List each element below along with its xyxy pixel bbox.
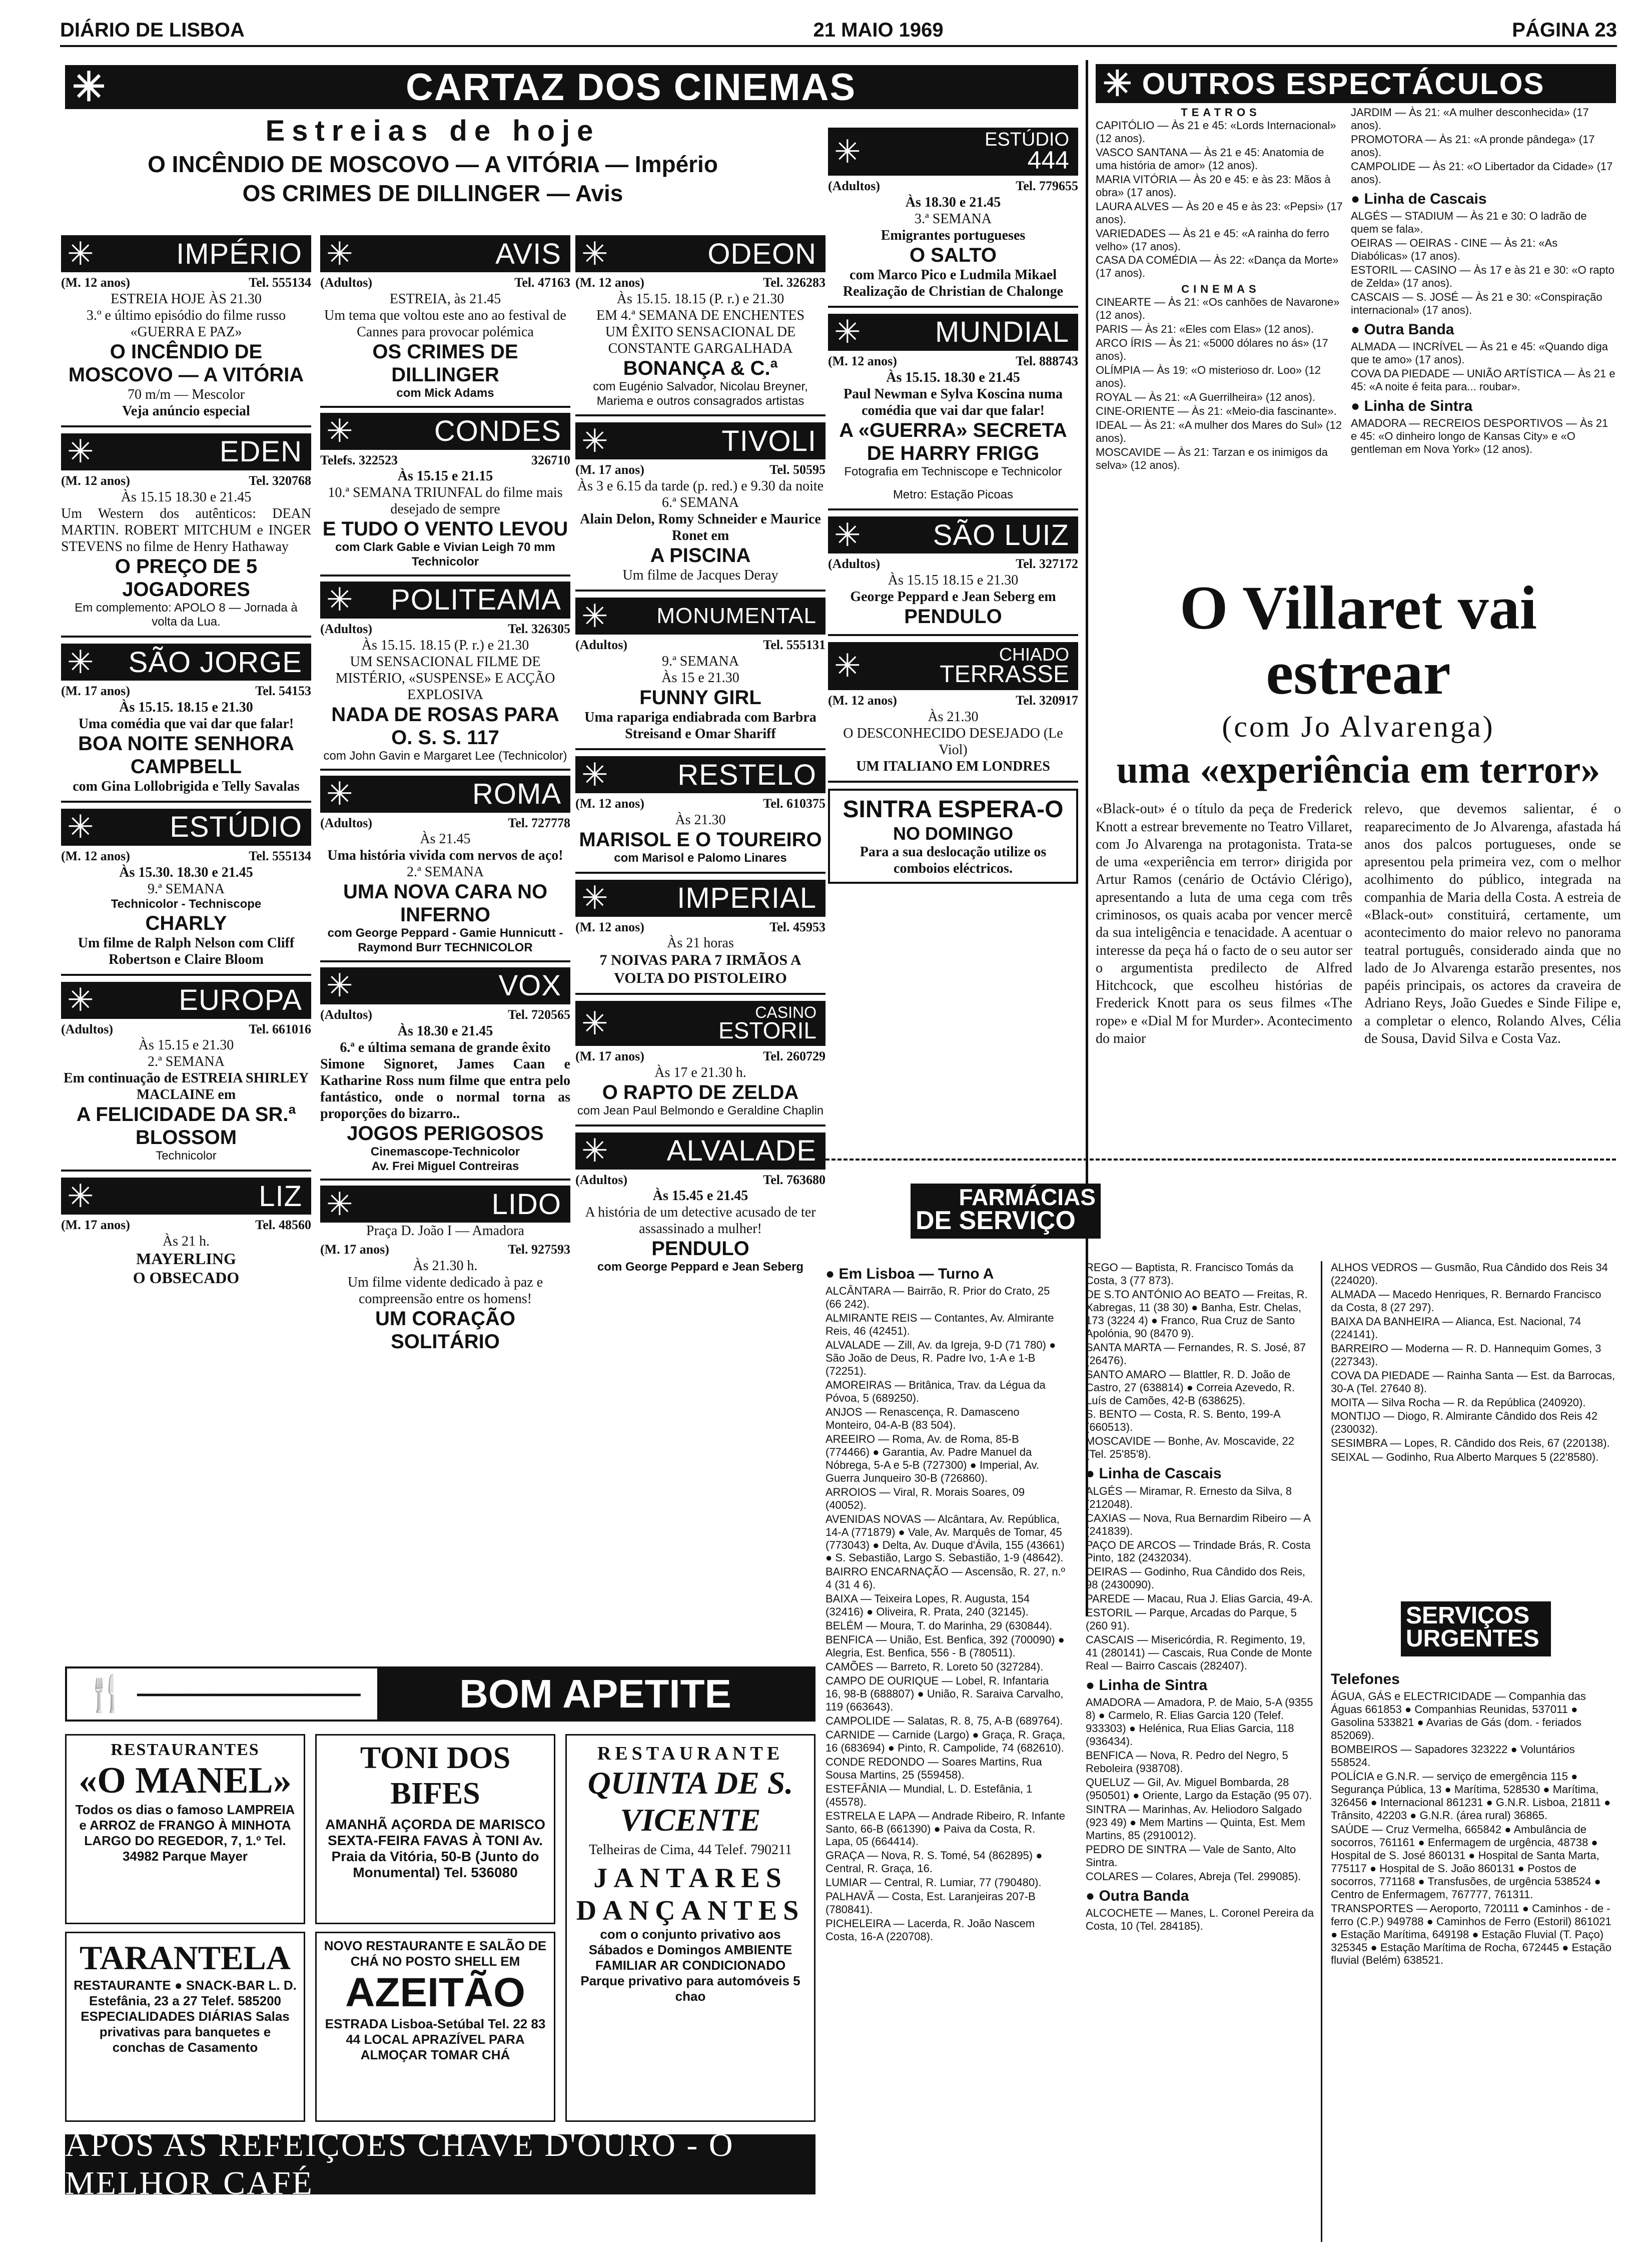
- lido-listing: Praça D. João I — Amadora (M. 17 anos) Tel. 927593 Às 21.30 h. Um filme vidente dedicado à paz e compreensão entre os homens! UM CORAÇÃO SOLITÁRIO: [320, 1223, 570, 1353]
- roma-header: ✳ ROMA: [320, 776, 570, 813]
- star-icon: ✳: [67, 644, 94, 680]
- casino-listing: (M. 17 anos) Tel. 260729 Às 17 e 21.30 h. O RAPTO DE ZELDA com Jean Paul Belmondo e Geraldine Chaplin: [575, 1049, 825, 1117]
- alvalade-listing: (Adultos) Tel. 763680 Às 15.45 e 21.45 A história de um detective acusado de ter assassinado a mulher! PENDULO com George Peppard e Jean Seberg: [575, 1172, 825, 1274]
- bom-apetite-banner: 🍴 ───────── BOM APETITE: [65, 1666, 815, 1722]
- newspaper-name: DIÁRIO DE LISBOA: [60, 19, 245, 41]
- list-item: SINTRA — Marinhas, Av. Heliodoro Salgado (923 49) ● Mem Martins — Quinta, Est. Mem Martins, 85 (2910012).: [1086, 1803, 1305, 1842]
- list-item: SANTA MARTA — Fernandes, R. S. José, 87 (26476).: [1086, 1341, 1306, 1367]
- list-item: OEIRAS — Godinho, Rua Cândido dos Reis, 98 (2430090).: [1086, 1565, 1306, 1591]
- list-item: CASCAIS — S. JOSÉ — Às 21 e 30: «Conspiração internacional» (17 anos).: [1351, 290, 1602, 316]
- saoluiz-header: ✳ SÃO LUIZ: [828, 516, 1078, 553]
- list-item: SESIMBRA — Lopes, R. Cândido dos Reis, 67 (220138).: [1331, 1437, 1610, 1450]
- article-subheadline: uma «experiência em terror»: [1116, 748, 1600, 792]
- star-icon: ✳: [834, 133, 861, 170]
- list-item: AMOREIRAS — Britânica, Trav. da Légua da Póvoa, 5 (689250).: [825, 1379, 1046, 1405]
- list-item: DE S.TO ANTÓNIO AO BEATO — Freitas, R. Xabregas, 11 (38 30) ● Banha, Estr. Chelas, 173 (3224 4) ● Franco, Rua Cruz de Santo Apolónia, 90 (8470 9).: [1086, 1288, 1308, 1340]
- europa-header: ✳ EUROPA: [61, 982, 311, 1019]
- list-item: ANJOS — Renascença, R. Damasceno Monteiro, 04-A-B (83 504).: [825, 1405, 1020, 1431]
- page-header: [60, 15, 1617, 47]
- list-item: CASCAIS — Misericórdia, R. Regimento, 19, 41 (280141) — Cascais, Rua Conde de Monte Real — Bairro Cascais (282407).: [1086, 1633, 1312, 1672]
- alvalade-header: ✳ ALVALADE: [575, 1132, 825, 1170]
- star-icon: ✳: [1103, 64, 1132, 103]
- list-item: ALMIRANTE REIS — Contantes, Av. Almirante Reis, 46 (42451).: [825, 1312, 1054, 1338]
- star-icon: ✳: [326, 582, 353, 618]
- list-item: BAIXA DA BANHEIRA — Alianca, Est. Nacional, 74 (224141).: [1331, 1315, 1581, 1341]
- list-item: TRANSPORTES — Aeroporto, 720111 ● Caminhos - de - ferro (C.P.) 949788 ● Caminhos de Ferro (Estoril) 861021 ● Estação Marítima, 649198 ● Estação Fluvial (T. Paço) 325345 ● Estação Marítima de Rocha, 672445 ● Estação fluvial (Belém) 638521.: [1331, 1902, 1612, 1967]
- cutlery-icon: 🍴 ─────────: [84, 1674, 361, 1713]
- list-item: VASCO SANTANA — Às 21 e 45: Anatomia de uma história de amor» (12 anos).: [1096, 146, 1324, 172]
- servicos-title: SERVIÇOS URGENTES: [1401, 1601, 1551, 1656]
- farmacias-title: FARMÁCIAS DE SERVIÇO: [911, 1184, 1101, 1239]
- star-icon: ✳: [67, 433, 94, 470]
- list-item: COVA DA PIEDADE — UNIÃO ARTÍSTICA — Às 21 e 45: «A noite é feita para... roubar».: [1351, 367, 1615, 393]
- list-item: BOMBEIROS — Sapadores 323222 ● Voluntários 558524.: [1331, 1743, 1575, 1769]
- list-item: MONTIJO — Diogo, R. Almirante Cândido dos Reis 42 (230032).: [1331, 1410, 1598, 1436]
- list-item: BAIXA — Teixeira Lopes, R. Augusta, 154 (32416) ● Oliveira, R. Prata, 240 (32145).: [825, 1592, 1030, 1618]
- list-item: ALMADA — INCRÍVEL — Às 21 e 45: «Quando diga que te amo» (17 anos).: [1351, 340, 1608, 366]
- imperio-header: ✳ IMPÉRIO: [61, 235, 311, 272]
- article-body: «Black-out» é o título da peça de Frederick Knott a estrear brevemente no Teatro Villaret, com Jo Alvarenga na protagonista. Trata-se de uma «experiência em terror» dirigida por Artur Ramos (cenário de Octávio Clérigo), apresentando a luta de uma cega com três criminosos, os quais acaba por vencer mercê da sua inteligência e tenacidade. A acentuar o interesse da peça há o facto de o seu autor ser o argumentista predilecto de Alfred Hitchcock, que escolheu histórias de Frederick Knott para os seus filmes «The rope» e «Dial M for Murder». Acontecimento do maior: [1096, 801, 1352, 1046]
- restaurant-quinta-sao-vicente: RESTAURANTE QUINTA DE S. VICENTE Telheiras de Cima, 44 Telef. 790211 JANTARES DANÇANTES com o conjunto privativo aos Sábados e Domingos AMBIENTE FAMILIAR AR CONDICIONADO Parque privativo para automóveis 5 chao: [565, 1734, 815, 2122]
- list-item: ARCO ÍRIS — Às 21: «5000 dólares no ás» (17 anos).: [1096, 337, 1328, 363]
- farmacias-col-2: REGO — Baptista, R. Francisco Tomás da Costa, 3 (77 873). DE S.TO ANTÓNIO AO BEATO — Freitas, R. Xabregas, 11 (38 30) ● Banha, Estr. Chelas, 173 (3224 4) ● Franco, Rua Cruz de Santo Apolónia, 90 (8470 9). SANTA MARTA — Fernandes, R. S. José, 87 (26476). SANTO AMARO — Blattler, R. D. João de Castro, 27 (638814) ● Correia Azevedo, R. Luís de Camões, 42-B (638625). S. BENTO — Costa, R. S. Bento, 199-A (660513). MOSCAVIDE — Bonhe, Av. Moscavide, 22 (Tel. 25'85'8). ● Linha de Cascais ALGÉS — Miramar, R. Ernesto da Silva, 8 (212048). CAXIAS — Nova, Rua Bernardim Ribeiro — A (241839). PAÇO DE ARCOS — Trindade Brás, R. Costa Pinto, 182 (2432034). OEIRAS — Godinho, Rua Cândido dos Reis, 98 (2430090). PAREDE — Macau, Rua J. Elias Garcia, 49-A. ESTORIL — Parque, Arcadas do Parque, 5 (260 91). CASCAIS — Misericórdia, R. Regimento, 19, 41 (280141) — Cascais, Rua Conde de Monte Real — Bairro Cascais (282407). ● Linha de Sintra AMADORA — Amadora, P. de Maio, 5-A (9355 8) ● Carmelo, R. Elias Garcia 120 (Telef. 933303) ● Helénica, Rua Elias Garcia, 118 (936434). BENFICA — Nova, R. Pedro del Negro, 5 Reboleira (938708). QUELUZ — Gil, Av. Miguel Bombarda, 28 (950501) ● Oriente, Largo da Estação (95 07). SINTRA — Marinhas, Av. Heliodoro Salgado (923 49) ● Mem Martins — Quinta, Est. Mem Martins, 85 (2910012). PEDRO DE SINTRA — Vale de Santo, Alto Sintra. COLARES — Colares, Abreja (Tel. 299085). ● Outra Banda ALCOCHETE — Manes, L. Coronel Pereira da Costa, 10 (Tel. 284185).: [1086, 1261, 1316, 1934]
- list-item: BENFICA — União, Est. Benfica, 392 (700090) ● Alegria, Est. Benfica, 556 - B (780511).: [825, 1633, 1065, 1659]
- star-icon: ✳: [67, 809, 94, 845]
- saoluiz-listing: (Adultos) Tel. 327172 Às 15.15 18.15 e 21.30 George Peppard e Jean Seberg em PENDULO: [828, 556, 1078, 628]
- chave-douro-ad: APÓS AS REFEIÇÕES CHAVE D'OURO - O MELHOR CAFÉ: [65, 2134, 815, 2194]
- list-item: LAURA ALVES — Às 20 e 45 e às 23: «Pepsi» (17 anos).: [1096, 200, 1343, 226]
- estreias-title: Estreias de hoje: [265, 115, 600, 147]
- estreia-line: OS CRIMES DE DILLINGER — Avis: [242, 180, 623, 206]
- cinema-column-1: [61, 235, 311, 1287]
- star-icon: ✳: [326, 235, 353, 272]
- imperial-listing: (M. 12 anos) Tel. 45953 Às 21 horas 7 NOIVAS PARA 7 IRMÃOS A VOLTA DO PISTOLEIRO: [575, 919, 825, 986]
- list-item: SANTO AMARO — Blattler, R. D. João de Castro, 27 (638814) ● Correia Azevedo, R. Luís de Camões, 42-B (638625).: [1086, 1368, 1295, 1407]
- avis-listing: (Adultos) Tel. 47163 ESTREIA, às 21.45 Um tema que voltou este ano ao festival de Cannes para provocar polémica OS CRIMES DE DILLINGER com Mick Adams: [320, 275, 570, 400]
- list-item: BELÉM — Moura, T. do Marinha, 29 (630844).: [825, 1619, 1053, 1632]
- cinema-column-4: [828, 128, 1078, 884]
- star-icon: ✳: [326, 1186, 353, 1222]
- star-icon: ✳: [67, 1178, 94, 1214]
- imperio-listing: (M. 12 anos) Tel. 555134 ESTREIA HOJE ÀS 21.30 3.º e último episódio do filme russo «GUERRA E PAZ» O INCÊNDIO DE MOSCOVO — A VITÓRIA 70 m/m — Mescolor Veja anúncio especial: [61, 275, 311, 419]
- list-item: AMADORA — RECREIOS DESPORTIVOS — Às 21 e 45: «O dinheiro longo de Kansas City» e «O gentleman em Nova York» (12 anos).: [1351, 417, 1608, 456]
- eden-header: ✳ EDEN: [61, 433, 311, 470]
- list-item: MOITA — Silva Rocha — R. da República (240920).: [1331, 1396, 1586, 1409]
- list-item: ALGÉS — STADIUM — Às 21 e 30: O ladrão de quem se fala».: [1351, 210, 1587, 236]
- monumental-header: ✳ MONUMENTAL: [575, 598, 825, 635]
- star-icon: ✳: [581, 1005, 608, 1041]
- star-icon: ✳: [581, 235, 608, 272]
- list-item: JARDIM — Às 21: «A mulher desconhecida» (17 anos).: [1351, 106, 1589, 132]
- list-item: PAREDE — Macau, Rua J. Elias Garcia, 49-A.: [1086, 1592, 1313, 1605]
- list-item: LUMIAR — Central, R. Lumiar, 77 (790480).: [825, 1876, 1042, 1889]
- list-item: ESTRELA E LAPA — Andrade Ribeiro, R. Infante Santo, 66-B (661390) ● Paiva da Costa, R. Lapa, 05 (664414).: [825, 1809, 1065, 1848]
- separator: [825, 1159, 1616, 1161]
- list-item: ESTEFÂNIA — Mundial, L. D. Estefânia, 1 (45578).: [825, 1782, 1033, 1808]
- star-icon: ✳: [72, 65, 106, 109]
- outros-banner: ✳ OUTROS ESPECTÁCULOS: [1096, 64, 1616, 103]
- list-item: GRAÇA — Nova, R. S. Tomé, 54 (862895) ● Central, R. Graça, 16.: [825, 1849, 1043, 1875]
- estudio444-listing: (Adultos) Tel. 779655 Às 18.30 e 21.45 3.ª SEMANA Emigrantes portugueses O SALTO com Marco Pico e Ludmila Mikael Realização de Christian de Chalonge: [828, 179, 1078, 299]
- estreia-line: O INCÊNDIO DE MOSCOVO — A VITÓRIA — Império: [148, 151, 718, 177]
- list-item: SEIXAL — Godinho, Rua Alberto Marques 5 (22'8580).: [1331, 1451, 1599, 1464]
- eden-listing: (M. 12 anos) Tel. 320768 Às 15.15 18.30 e 21.45 Um Western dos autênticos: DEAN MARTIN. ROBERT MITCHUM e INGER STEVENS no filme de Henry Hathaway O PREÇO DE 5 JOGADORES Em complemento: APOLO 8 — Jornada à volta da Lua.: [61, 473, 311, 629]
- chiado-listing: (M. 12 anos) Tel. 320917 Às 21.30 O DESCONHECIDO DESEJADO (Le Viol) UM ITALIANO EM LONDRES: [828, 693, 1078, 774]
- list-item: CINEARTE — Às 21: «Os canhões de Navarone» (12 anos).: [1096, 296, 1340, 322]
- list-item: CAMPOLIDE — Às 21: «O Libertador da Cidade» (17 anos).: [1351, 160, 1613, 186]
- estudio-listing: (M. 12 anos) Tel. 555134 Às 15.30. 18.30 e 21.45 9.ª SEMANA Technicolor - Techniscope CHARLY Um filme de Ralph Nelson com Cliff Robertson e Claire Bloom: [61, 848, 311, 967]
- list-item: MARIA VITÓRIA — Às 20 e 45: e às 23: Mãos à obra» (17 anos).: [1096, 173, 1331, 199]
- politeama-listing: (Adultos) Tel. 326305 Às 15.15. 18.15 (P. r.) e 21.30 UM SENSACIONAL FILME DE MISTÉRIO, «SUSPENSE» E ACÇÃO EXPLOSIVA NADA DE ROSAS PARA O. S. S. 117 com John Gavin e Margaret Lee (Technicolor): [320, 621, 570, 763]
- odeon-listing: (M. 12 anos) Tel. 326283 Às 15.15. 18.15 (P. r.) e 21.30 EM 4.ª SEMANA DE ENCHENTES UM ÊXITO SENSACIONAL DE CONSTANTE GARGALHADA BONANÇA & C.ª com Eugénio Salvador, Nicolau Breyner, Mariema e outros consagrados artistas: [575, 275, 825, 408]
- list-item: CONDE REDONDO — Soares Martins, Rua Sousa Martins, 25 (559458).: [825, 1755, 1042, 1781]
- farmacias-col-1: ● Em Lisboa — Turno A ALCÂNTARA — Bairrão, R. Prior do Crato, 25 (66 242). ALMIRANTE REIS — Contantes, Av. Almirante Reis, 46 (42451). ALVALADE — Zill, Av. da Igreja, 9-D (71 780) ● São João de Deus, R. Padre Ivo, 1-A e 1-B (72251). AMOREIRAS — Britânica, Trav. da Légua da Póvoa, 5 (689250). ANJOS — Renascença, R. Damasceno Monteiro, 04-A-B (83 504). AREEIRO — Roma, Av. de Roma, 85-B (774466) ● Garantia, Av. Padre Manuel da Nóbrega, 5-A e 5-B (727300) ● Imperial, Av. Guerra Junqueiro 30-B (726860). ARROIOS — Viral, R. Morais Soares, 09 (40052). AVENIDAS NOVAS — Alcântara, Av. República, 14-A (771879) ● Vale, Av. Marquês de Tomar, 45 (773043) ● Delta, Av. Duque d'Ávila, 155 (43661) ● S. Sebastião, Largo S. Sebastião, 1-9 (48642). BAIRRO ENCARNAÇÃO — Ascensão, R. 27, n.º 4 (31 4 6). BAIXA — Teixeira Lopes, R. Augusta, 154 (32416) ● Oliveira, R. Prata, 240 (32145). BELÉM — Moura, T. do Marinha, 29 (630844). BENFICA — União, Est. Benfica, 392 (700090) ● Alegria, Est. Benfica, 556 - B (780511). CAMÕES — Barreto, R. Loreto 50 (327284). CAMPO DE OURIQUE — Lobel, R. Infantaria 16, 98-B (688807) ● União, R. Saraiva Carvalho, 119 (663643). CAMPOLIDE — Salatas, R. 8, 75, A-B (689764). CARNIDE — Carnide (Largo) ● Graça, R. Graça, 16 (683694) ● Pinto, R. Campolide, 74 (682610). CONDE REDONDO — Soares Martins, Rua Sousa Martins, 25 (559458). ESTEFÂNIA — Mundial, L. D. Estefânia, 1 (45578). ESTRELA E LAPA — Andrade Ribeiro, R. Infante Santo, 66-B (661390) ● Paiva da Costa, R. Lapa, 05 (664414). GRAÇA — Nova, R. S. Tomé, 54 (862895) ● Central, R. Graça, 16. LUMIAR — Central, R. Lumiar, 77 (790480). PALHAVÃ — Costa, Est. Laranjeiras 207-B (780841). PICHELEIRA — Lacerda, R. João Nascem Costa, 16-A (220708).: [825, 1266, 1066, 1943]
- vox-listing: (Adultos) Tel. 720565 Às 18.30 e 21.45 6.ª e última semana de grande êxito Simone Signoret, James Caan e Katharine Ross num filme que entra pelo fantástico, onde o normal torna as proporções do bizarro.. JOGOS PERIGOSOS Cinemascope-Technicolor Av. Frei Miguel Contreiras: [320, 1007, 570, 1173]
- saojorge-header: ✳ SÃO JORGE: [61, 644, 311, 681]
- casino-header: ✳ CASINO ESTORIL: [575, 1001, 825, 1046]
- chiado-header: ✳ CHIADO TERRASSE: [828, 642, 1078, 690]
- list-item: ALCÂNTARA — Bairrão, R. Prior do Crato, 25 (66 242).: [825, 1285, 1050, 1311]
- cartaz-title: CARTAZ DOS CINEMAS: [406, 66, 857, 109]
- list-item: CINE-ORIENTE — Às 21: «Meio-dia fascinante».: [1096, 404, 1337, 417]
- imperial-header: ✳ IMPERIAL: [575, 880, 825, 917]
- list-item: BARREIRO — Moderna — R. D. Hannequim Gomes, 3 (227343).: [1331, 1342, 1601, 1368]
- star-icon: ✳: [326, 776, 353, 812]
- outros-col-2: JARDIM — Às 21: «A mulher desconhecida» (17 anos). PROMOTORA — Às 21: «A pronde pândega» (17 anos). CAMPOLIDE — Às 21: «O Libertador da Cidade» (17 anos). ● Linha de Cascais ALGÉS — STADIUM — Às 21 e 30: O ladrão de quem se fala». OEIRAS — OEIRAS - CINE — Às 21: «As Diabólicas» (17 anos). ESTORIL — CASINO — Às 17 e às 21 e 30: «O rapto de Zelda» (17 anos). CASCAIS — S. JOSÉ — Às 21 e 30: «Conspiração internacional» (17 anos). ● Outra Banda ALMADA — INCRÍVEL — Às 21 e 45: «Quando diga que te amo» (17 anos). COVA DA PIEDADE — UNIÃO ARTÍSTICA — Às 21 e 45: «A noite é feita para... roubar». ● Linha de Sintra AMADORA — RECREIOS DESPORTIVOS — Às 21 e 45: «O dinheiro longo de Kansas City» e «O gentleman em Nova York» (12 anos).: [1351, 106, 1615, 456]
- estudio-header: ✳ ESTÚDIO: [61, 809, 311, 846]
- list-item: PEDRO DE SINTRA — Vale de Santo, Alto Sintra.: [1086, 1843, 1296, 1869]
- list-item: POLÍCIA e G.N.R. — serviço de emergência 115 ● Segurança Pública, 13 ● Marítima, 528530 ● Marítima, 326456 ● Internacional 861231 ● G.N.R. Lisboa, 21811 ● Trânsito, 42203 ● G.N.R. (área rural) 36865.: [1331, 1770, 1611, 1822]
- star-icon: ✳: [581, 598, 608, 634]
- monumental-listing: (Adultos) Tel. 555131 9.ª SEMANA Às 15 e 21.30 FUNNY GIRL Uma rapariga endiabrada com Barbra Streisand e Omar Shariff: [575, 638, 825, 742]
- list-item: CAMÕES — Barreto, R. Loreto 50 (327284).: [825, 1660, 1044, 1673]
- europa-listing: (Adultos) Tel. 661016 Às 15.15 e 21.30 2.ª SEMANA Em continuação de ESTREIA SHIRLEY MACLAINE em A FELICIDADE DA SR.ª BLOSSOM Technicolor: [61, 1021, 311, 1163]
- list-item: ALVALADE — Zill, Av. da Igreja, 9-D (71 780) ● São João de Deus, R. Padre Ivo, 1-A e 1-B (72251).: [825, 1339, 1056, 1378]
- list-item: ESTORIL — Parque, Arcadas do Parque, 5 (260 91).: [1086, 1606, 1297, 1632]
- star-icon: ✳: [67, 235, 94, 272]
- list-item: BAIRRO ENCARNAÇÃO — Ascensão, R. 27, n.º 4 (31 4 6).: [825, 1565, 1065, 1591]
- article-body: relevo, que devemos salientar, é o reaparecimento de Jo Alvarenga, afastada há anos dos palcos portugueses, onde se apresentou pela primeira vez, com o melhor acolhimento do público, integrada na companhia de Maria della Costa. A estreia de «Black-out» constituirá, certamente, um acontecimento do maior relevo no panorama teatral português, considerado ainda que no lado de Jo Alvarenga estarão presentes, nos papéis principais, os actores da craveira de Adriano Reys, João Guedes e Sinde Filipe e, a completar o elenco, Rolando Alves, Célia de Sousa, David Silva e Costa Vaz.: [1364, 801, 1621, 1046]
- lido-header: ✳ LIDO: [320, 1186, 570, 1223]
- list-item: ROYAL — Às 21: «A Guerrilheira» (12 anos).: [1096, 391, 1315, 404]
- tivoli-listing: (M. 17 anos) Tel. 50595 Às 3 e 6.15 da tarde (p. red.) e 9.30 da noite 6.ª SEMANA Alain Delon, Romy Schneider e Maurice Ronet em A PISCINA Um filme de Jacques Deray: [575, 462, 825, 584]
- list-item: CAMPO DE OURIQUE — Lobel, R. Infantaria 16, 98-B (688807) ● União, R. Saraiva Carvalho, 119 (663643).: [825, 1674, 1064, 1713]
- restaurant-toni-dos-bifes: TONI DOS BIFES AMANHÃ AÇORDA DE MARISCO SEXTA-FEIRA FAVAS À TONI Av. Praia da Vitória, 50-B (Junto do Monumental) Tel. 536080: [315, 1734, 555, 1924]
- list-item: MOSCAVIDE — Às 21: Tarzan e os inimigos da selva» (12 anos).: [1096, 445, 1328, 471]
- list-item: ESTORIL — CASINO — Às 17 e às 21 e 30: «O rapto de Zelda» (17 anos).: [1351, 263, 1615, 289]
- list-item: REGO — Baptista, R. Francisco Tomás da Costa, 3 (77 873).: [1086, 1261, 1294, 1287]
- mundial-listing: (M. 12 anos) Tel. 888743 Às 15.15. 18.30 e 21.45 Paul Newman e Sylva Koscina numa comédia que vai dar que falar! A «GUERRA» SECRETA DE HARRY FRIGG Fotografia em Techniscope e Technicolor Metro: Estação Picoas: [828, 353, 1078, 502]
- estudio444-header: ✳ ESTÚDIO 444: [828, 128, 1078, 176]
- list-item: PROMOTORA — Às 21: «A pronde pândega» (17 anos).: [1351, 133, 1595, 159]
- teatros-list: [1096, 119, 1346, 280]
- star-icon: ✳: [581, 1132, 608, 1169]
- list-item: ÁGUA, GÁS e ELECTRICIDADE — Companhia das Águas 661853 ● Companhias Reunidas, 537011 ● Gasolina 533821 ● Avarias de Gás (dom. - feriados 852069).: [1331, 1690, 1586, 1742]
- list-item: SAÚDE — Cruz Vermelha, 665842 ● Ambulância de socorros, 761161 ● Enfermagem de urgência, 48738 ● Hospital de S. José 860131 ● Hospital de Santa Marta, 775117 ● Hospital de S. João 860131 ● Postos de socorros, 771168 ● Transfusões, de urgência 538524 ● Centro de Enfermagem, 767777, 761311.: [1331, 1823, 1601, 1901]
- villaret-article: [1096, 576, 1621, 1047]
- star-icon: ✳: [581, 880, 608, 916]
- list-item: IDEAL — Às 21: «A mulher dos Mares do Sul» (12 anos).: [1096, 418, 1342, 444]
- list-item: PICHELEIRA — Lacerda, R. João Nascem Costa, 16-A (220708).: [825, 1917, 1035, 1943]
- mundial-header: ✳ MUNDIAL: [828, 314, 1078, 351]
- list-item: ALHOS VEDROS — Gusmão, Rua Cândido dos Reis 34 (224020).: [1331, 1261, 1608, 1287]
- avis-header: ✳ AVIS: [320, 235, 570, 272]
- politeama-header: ✳ POLITEAMA: [320, 582, 570, 619]
- liz-header: ✳ LIZ: [61, 1178, 311, 1215]
- list-item: OLÍMPIA — Às 19: «O misterioso dr. Loo» (12 anos).: [1096, 364, 1321, 390]
- sintra-ad: SINTRA ESPERA-O NO DOMINGO Para a sua deslocação utilize os comboios eléctricos.: [828, 789, 1078, 884]
- list-item: CAPITÓLIO — Às 21 e 45: «Lords Internacional» (12 anos).: [1096, 119, 1336, 145]
- star-icon: ✳: [326, 967, 353, 1004]
- list-item: CAXIAS — Nova, Rua Bernardim Ribeiro — A (241839).: [1086, 1511, 1310, 1537]
- list-item: MOSCAVIDE — Bonhe, Av. Moscavide, 22 (Tel. 25'85'8).: [1086, 1435, 1294, 1461]
- list-item: COLARES — Colares, Abreja (Tel. 299085).: [1086, 1870, 1301, 1883]
- outros-col-1: TEATROS CAPITÓLIO — Às 21 e 45: «Lords Internacional» (12 anos). VASCO SANTANA — Às 21 e 45: Anatomia de uma história de amor» (12 anos). MARIA VITÓRIA — Às 20 e 45: e às 23: Mãos à obra» (17 anos). LAURA ALVES — Às 20 e 45 e às 23: «Pepsi» (17 anos). VARIEDADES — Às 21 e 45: «A rainha do ferro velho» (17 anos). CASA DA COMÉDIA — Às 22: «Dança da Morte» (17 anos). CINEMAS CINEARTE — Às 21: «Os canhões de Navarone» (12 anos). PARIS — Às 21: «Eles com Elas» (12 anos). ARCO ÍRIS — Às 21: «5000 dólares no ás» (17 anos). OLÍMPIA — Às 19: «O misterioso dr. Loo» (12 anos). ROYAL — Às 21: «A Guerrilheira» (12 anos). CINE-ORIENTE — Às 21: «Meio-dia fascinante». IDEAL — Às 21: «A mulher dos Mares do Sul» (12 anos). MOSCAVIDE — Às 21: Tarzan e os inimigos da selva» (12 anos).: [1096, 106, 1346, 473]
- list-item: PALHAVÃ — Costa, Est. Laranjeiras 207-B (780841).: [825, 1890, 1036, 1916]
- odeon-header: ✳ ODEON: [575, 235, 825, 272]
- restaurant-azeitao: NOVO RESTAURANTE E SALÃO DE CHÁ NO POSTO SHELL EM AZEITÃO ESTRADA Lisboa-Setúbal Tel. 22 83 44 LOCAL APRAZÍVEL PARA ALMOÇAR TOMAR CHÁ: [315, 1932, 555, 2122]
- article-subheadline: (com Jo Alvarenga): [1222, 710, 1495, 744]
- cinema-column-2: [320, 235, 570, 1353]
- list-item: VARIEDADES — Às 21 e 45: «A rainha do ferro velho» (17 anos).: [1096, 227, 1329, 253]
- star-icon: ✳: [834, 314, 861, 350]
- list-item: CAMPOLIDE — Salatas, R. 8, 75, A-B (689764).: [825, 1714, 1063, 1727]
- tivoli-header: ✳ TIVOLI: [575, 422, 825, 459]
- page-number: PÁGINA 23: [1512, 19, 1617, 41]
- condes-header: ✳ CONDES: [320, 413, 570, 450]
- list-item: PARIS — Às 21: «Eles com Elas» (12 anos).: [1096, 323, 1314, 336]
- star-icon: ✳: [581, 756, 608, 793]
- list-item: ARROIOS — Viral, R. Morais Soares, 09 (40052).: [825, 1485, 1025, 1511]
- star-icon: ✳: [834, 648, 861, 684]
- list-item: AREEIRO — Roma, Av. de Roma, 85-B (774466) ● Garantia, Av. Padre Manuel da Nóbrega, 5-A e 5-B (727300) ● Imperial, Av. Guerra Junqueiro 30-B (726860).: [825, 1432, 1040, 1484]
- condes-listing: Telefs. 322523 326710 Às 15.15 e 21.15 10.ª SEMANA TRIUNFAL do filme mais desejado de sempre E TUDO O VENTO LEVOU com Clark Gable e Vivian Leigh 70 mm Technicolor: [320, 452, 570, 569]
- star-icon: ✳: [581, 422, 608, 459]
- estreias-block: [65, 114, 800, 207]
- list-item: ALMADA — Macedo Henriques, R. Bernardo Francisco da Costa, 8 (27 297).: [1331, 1288, 1601, 1314]
- cinemas-list: [1096, 296, 1346, 471]
- restaurant-tarantela: TARANTELA RESTAURANTE ● SNACK-BAR L. D. Estefânia, 23 a 27 Telef. 585200 ESPECIALIDADES DIÁRIAS Salas privativas para banquetes e conchas de Casamento: [65, 1932, 305, 2122]
- star-icon: ✳: [834, 516, 861, 553]
- farmacias-col-3: [1331, 1261, 1616, 1465]
- star-icon: ✳: [67, 982, 94, 1018]
- list-item: ALGÉS — Miramar, R. Ernesto da Silva, 8 (212048).: [1086, 1484, 1292, 1510]
- restelo-header: ✳ RESTELO: [575, 756, 825, 793]
- vox-header: ✳ VOX: [320, 967, 570, 1004]
- saojorge-listing: (M. 17 anos) Tel. 54153 Às 15.15. 18.15 e 21.30 Uma comédia que vai dar que falar! BOA NOITE SENHORA CAMPBELL com Gina Lollobrigida e Telly Savalas: [61, 684, 311, 794]
- list-item: AVENIDAS NOVAS — Alcântara, Av. República, 14-A (771879) ● Vale, Av. Marquês de Tomar, 45 (773043) ● Delta, Av. Duque d'Ávila, 155 (43661) ● S. Sebastião, Largo S. Sebastião, 1-9 (48642).: [825, 1512, 1065, 1564]
- restelo-listing: (M. 12 anos) Tel. 610375 Às 21.30 MARISOL E O TOUREIRO com Marisol e Palomo Linares: [575, 796, 825, 865]
- list-item: OEIRAS — OEIRAS - CINE — Às 21: «As Diabólicas» (17 anos).: [1351, 237, 1558, 262]
- list-item: PAÇO DE ARCOS — Trindade Brás, R. Costa Pinto, 182 (2432034).: [1086, 1538, 1311, 1564]
- roma-listing: (Adultos) Tel. 727778 Às 21.45 Uma história vivida com nervos de aço! 2.ª SEMANA UMA NOVA CARA NO INFERNO com George Peppard - Gamie Hunnicutt - Raymond Burr TECHNICOLOR: [320, 815, 570, 955]
- cinema-column-3: [575, 235, 825, 1275]
- list-item: AMADORA — Amadora, P. de Maio, 5-A (9355 8) ● Carmelo, R. Elias Garcia 120 (Telef. 933303) ● Helénica, Rua Elias Garcia, 118 (936434).: [1086, 1696, 1313, 1748]
- list-item: CARNIDE — Carnide (Largo) ● Graça, R. Graça, 16 (683694) ● Pinto, R. Campolide, 74 (682610).: [825, 1728, 1066, 1754]
- servicos-list: Telefones ÁGUA, GÁS e ELECTRICIDADE — Companhia das Águas 661853 ● Companhias Reunidas, 537011 ● Gasolina 533821 ● Avarias de Gás (dom. - feriados 852069). BOMBEIROS — Sapadores 323222 ● Voluntários 558524. POLÍCIA e G.N.R. — serviço de emergência 115 ● Segurança Pública, 13 ● Marítima, 528530 ● Marítima, 326456 ● Internacional 861231 ● G.N.R. Lisboa, 21811 ● Trânsito, 42203 ● G.N.R. (área rural) 36865. SAÚDE — Cruz Vermelha, 665842 ● Ambulância de socorros, 761161 ● Enfermagem de urgência, 48738 ● Hospital de S. José 860131 ● Hospital de Santa Marta, 775117 ● Hospital de S. João 860131 ● Postos de socorros, 771168 ● Transfusões, de urgência 538524 ● Centro de Enfermagem, 767777, 761311. TRANSPORTES — Aeroporto, 720111 ● Caminhos - de - ferro (C.P.) 949788 ● Caminhos de Ferro (Estoril) 861021 ● Estação Marítima, 649198 ● Estação Fluvial (T. Paço) 325345 ● Estação Marítima de Rocha, 672445 ● Estação fluvial (Belém) 638521.: [1331, 1666, 1616, 1968]
- list-item: S. BENTO — Costa, R. S. Bento, 199-A (660513).: [1086, 1408, 1280, 1434]
- column-divider: [1321, 1261, 1322, 2242]
- restaurant-o-manel: RESTAURANTES «O MANEL» Todos os dias o famoso LAMPREIA e ARROZ de FRANGO À MINHOTA LARGO DO REGEDOR, 7, 1.º Tel. 34982 Parque Mayer: [65, 1734, 305, 1924]
- list-item: QUELUZ — Gil, Av. Miguel Bombarda, 28 (950501) ● Oriente, Largo da Estação (95 07).: [1086, 1776, 1312, 1802]
- list-item: CASA DA COMÉDIA — Às 22: «Dança da Morte» (17 anos).: [1096, 254, 1339, 280]
- issue-date: 21 MAIO 1969: [813, 19, 944, 41]
- cartaz-banner: [65, 65, 1078, 109]
- liz-listing: (M. 17 anos) Tel. 48560 Às 21 h. MAYERLING O OBSECADO: [61, 1218, 311, 1287]
- list-item: COVA DA PIEDADE — Rainha Santa — Est. da Barrocas, 30-A (Tel. 27640 8).: [1331, 1369, 1615, 1395]
- list-item: BENFICA — Nova, R. Pedro del Negro, 5 Reboleira (938708).: [1086, 1749, 1288, 1775]
- article-headline: O Villaret vai estrear: [1179, 574, 1537, 708]
- list-item: ALCOCHETE — Manes, L. Coronel Pereira da Costa, 10 (Tel. 284185).: [1086, 1907, 1314, 1933]
- star-icon: ✳: [326, 413, 353, 449]
